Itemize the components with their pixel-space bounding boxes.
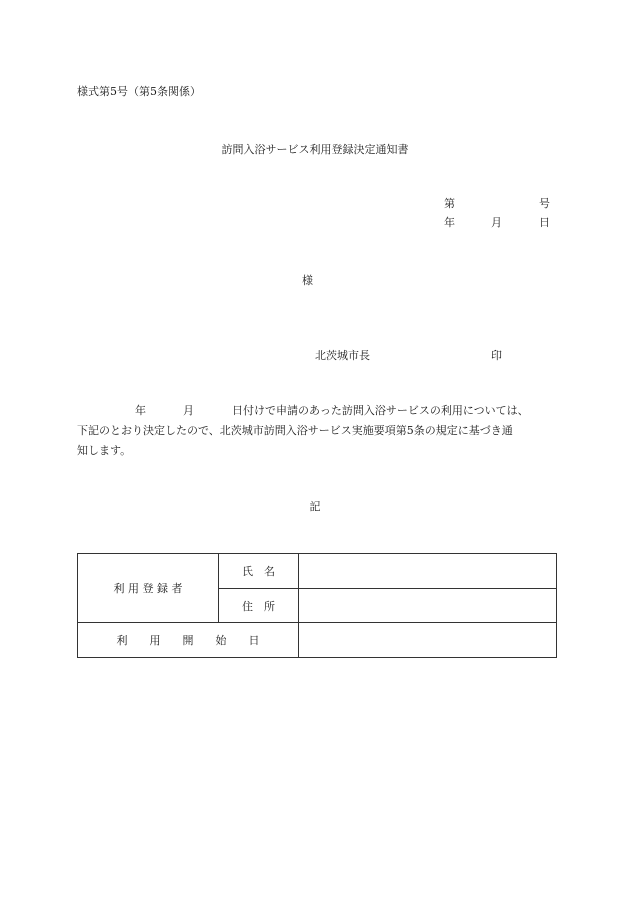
body-line-1 xyxy=(77,404,557,424)
application-date-text: 日付けで申請のあった訪問入浴サービスの利用については、 xyxy=(232,404,529,417)
address-value-cell[interactable] xyxy=(299,589,557,623)
note-heading: 記 xyxy=(309,500,321,513)
registration-table xyxy=(77,553,557,658)
address-label: 住 所 xyxy=(219,589,299,623)
form-number: 様式第5号（第5条関係） xyxy=(77,85,201,98)
body-line-3: 知します。 xyxy=(77,444,132,457)
document-title: 訪問入浴サービス利用登録決定通知書 xyxy=(221,143,409,156)
number-suffix: 号 xyxy=(539,197,550,210)
issue-month-label: 月 xyxy=(491,216,502,229)
number-prefix: 第 xyxy=(444,197,455,210)
start-date-value-cell[interactable] xyxy=(299,623,557,658)
registrant-label: 利 用 登 録 者 xyxy=(78,554,219,623)
issue-day-label: 日 xyxy=(539,216,550,229)
issue-year-label: 年 xyxy=(444,216,455,229)
issuer-name: 北茨城市長 xyxy=(315,349,370,362)
body-paragraph xyxy=(77,404,557,464)
body-line-2: 下記のとおり決定したので、北茨城市訪問入浴サービス実施要項第5条の規定に基づき通 xyxy=(77,424,513,437)
application-year-label: 年 xyxy=(135,404,146,417)
name-label: 氏 名 xyxy=(219,554,299,589)
addressee-honorific: 様 xyxy=(302,274,313,287)
start-date-label: 利 用 開 始 日 xyxy=(78,623,299,658)
name-value-cell[interactable] xyxy=(299,554,557,589)
application-month-label: 月 xyxy=(183,404,194,417)
issuer-seal: 印 xyxy=(491,349,502,362)
